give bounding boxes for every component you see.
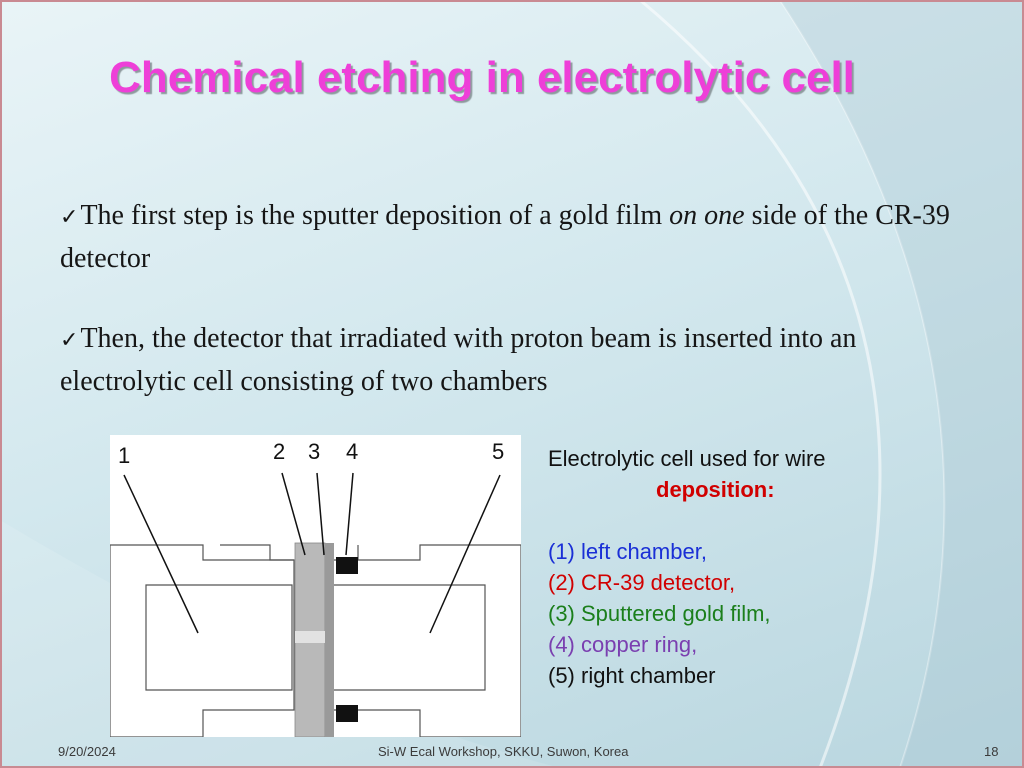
leader-line-2 bbox=[282, 473, 305, 555]
bullet1-text-before: The first step is the sputter deposition of a gold film bbox=[80, 200, 670, 231]
copper-ring-bottom bbox=[336, 705, 358, 722]
copper-ring-top bbox=[336, 557, 358, 574]
footer-page-number: 18 bbox=[984, 744, 999, 759]
checkmark-icon: ✓ bbox=[60, 205, 79, 230]
footer-date: 9/20/2024 bbox=[58, 744, 116, 759]
checkmark-icon: ✓ bbox=[60, 328, 79, 353]
diagram-label-3: 3 bbox=[308, 439, 321, 464]
legend-item-copper-ring: (4) copper ring, bbox=[548, 632, 698, 657]
legend-item-right-chamber: (5) right chamber bbox=[548, 663, 716, 688]
caption-subtitle: deposition: bbox=[656, 477, 775, 502]
right-chamber-inner bbox=[328, 585, 485, 690]
diagram-label-4: 4 bbox=[346, 439, 359, 464]
left-chamber-inner bbox=[146, 585, 292, 690]
caption-legend bbox=[548, 536, 868, 691]
footer-venue: Si-W Ecal Workshop, SKKU, Suwon, Korea bbox=[378, 744, 629, 759]
legend-item-cr39-detector: (2) CR-39 detector, bbox=[548, 570, 736, 595]
electrolytic-cell-diagram bbox=[110, 435, 521, 737]
slide-title: Chemical etching in electrolytic cell bbox=[109, 53, 855, 102]
figure-caption bbox=[548, 443, 868, 691]
left-chamber-outline bbox=[110, 545, 294, 737]
diagram-label-5: 5 bbox=[492, 439, 505, 464]
bullet1-text-after: side of the CR-39 detector bbox=[60, 200, 950, 274]
leader-line-5 bbox=[430, 475, 500, 633]
legend-item-left-chamber: (1) left chamber, bbox=[548, 539, 707, 564]
leader-line-4 bbox=[346, 473, 353, 555]
diagram-label-1: 1 bbox=[118, 443, 131, 468]
bullet-sputter-deposition bbox=[60, 195, 980, 279]
gold-film bbox=[325, 543, 334, 737]
legend-item-gold-film: (3) Sputtered gold film, bbox=[548, 601, 771, 626]
diagram-label-2: 2 bbox=[273, 439, 286, 464]
bullet1-text-italic: on one bbox=[669, 200, 745, 231]
caption-title: Electrolytic cell used for wire bbox=[548, 446, 826, 471]
left-chamber-top-block bbox=[220, 545, 294, 560]
detector-window bbox=[295, 631, 325, 643]
electrolytic-cell-svg bbox=[110, 435, 521, 737]
leader-line-1 bbox=[124, 475, 198, 633]
bullet2-text: Then, the detector that irradiated with proton beam is inserted into an electrolytic cell consisting of two chambers bbox=[60, 323, 857, 397]
bullet-electrolytic-cell bbox=[60, 318, 980, 402]
